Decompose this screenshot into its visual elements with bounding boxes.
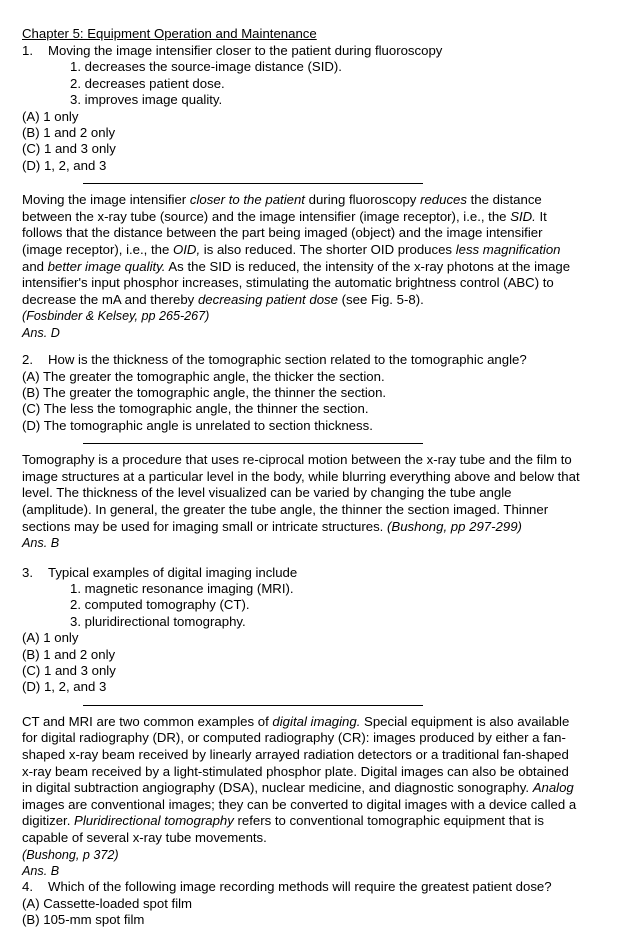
- section-divider: [22, 434, 582, 452]
- choice-option[interactable]: (C) The less the tomographic angle, the thinner the section.: [22, 401, 369, 417]
- choice-option[interactable]: (B) 105-mm spot film: [22, 912, 145, 928]
- choice-option[interactable]: (D) 1, 2, and 3: [22, 157, 107, 173]
- choice-option[interactable]: (D) The tomographic angle is unrelated to section thickness.: [22, 417, 373, 433]
- question-block-2: [22, 352, 582, 551]
- sub-item: 1. magnetic resonance imaging (MRI).: [70, 581, 294, 597]
- explanation-text-2: Tomography is a procedure that uses re-ciprocal motion between the x-ray tube and the film to image structures at a particular level in the body, while blurring everything above and below that level. The thickness of the level visualized can be varied by changing the tube angle (amplitude). In general, the greater the tube angle, the thinner the section imaged. Thinner sections may be used for imaging small or intricate structures. (Bushong, pp 297-299): [22, 452, 580, 534]
- question-number-3: 3.: [22, 564, 33, 580]
- choice-option[interactable]: (A) 1 only: [22, 630, 79, 646]
- choice-option[interactable]: (C) 1 and 3 only: [22, 663, 116, 679]
- choice-option[interactable]: (A) Cassette-loaded spot film: [22, 895, 193, 911]
- answer-1: Ans. D: [22, 325, 60, 340]
- sub-item: 3. improves image quality.: [70, 92, 223, 108]
- question-block-1: [22, 43, 582, 341]
- choice-option[interactable]: (D) 1, 2, and 3: [22, 679, 107, 695]
- sub-item: 1. decreases the source-image distance (SID).: [70, 59, 342, 75]
- question-number-2: 2.: [22, 352, 33, 368]
- question-stem-2: [22, 352, 582, 368]
- question-text-3: Typical examples of digital imaging include: [48, 564, 298, 580]
- question-text-2: How is the thickness of the tomographic section related to the tomographic angle?: [48, 352, 527, 368]
- choice-option[interactable]: (C) 1 and 3 only: [22, 141, 116, 157]
- question-block-3: [22, 565, 582, 880]
- choice-option[interactable]: (B) The greater the tomographic angle, the thinner the section.: [22, 385, 387, 401]
- explanation-text-3: CT and MRI are two common examples of digital imaging. Special equipment is also available for digital radiography (DR), or computed radiography (CR): images produced by either a fan-shaped x-ray beam received by linearly arrayed radiation detectors or a traditional fan-shaped x-ray beam received by a light-stimulated phosphor plate. Digital images can also be obtained in digital subtraction angiography (DSA), nuclear medicine, and diagnostic sonography. Analog images are conventional images; they can be converted to digital images with a device called a digitizer. Pluridirectional tomography refers to conventional tomographic equipment that is capable of several x-ray tube movements.: [22, 713, 577, 846]
- question-stem-3: [22, 565, 582, 581]
- question-number-1: 1.: [22, 43, 33, 58]
- question-text-1: Moving the image intensifier closer to the patient during fluoroscopy: [48, 43, 443, 58]
- choice-option[interactable]: (B) 1 and 2 only: [22, 646, 116, 662]
- answer-3: Ans. B: [22, 864, 60, 879]
- answer-2: Ans. B: [22, 536, 60, 551]
- chapter-title: Chapter 5: Equipment Operation and Maintenance: [22, 26, 317, 41]
- section-divider: [22, 174, 582, 192]
- citation-1: (Fosbinder & Kelsey, pp 265-267): [22, 309, 210, 324]
- explanation-text-1: Moving the image intensifier closer to the patient during fluoroscopy reduces the distance between the x-ray tube (source) and the image intensifier (image receptor), i.e., the SID. It follows that the distance between the part being imaged (object) and the image intensifier (image receptor), i.e., the OID, is also reduced. The shorter OID produces less magnification and better image quality. As the SID is reduced, the intensity of the x-ray photons at the image intensifier's input phosphor increases, stimulating the automatic brightness control (ABC) to decrease the mA and thereby decreasing patient dose (see Fig. 5-8).: [22, 192, 571, 307]
- sub-item: 2. decreases patient dose.: [70, 75, 225, 91]
- question-number-4: 4.: [22, 879, 33, 895]
- citation-3: (Bushong, p 372): [22, 847, 119, 862]
- section-divider: [22, 696, 582, 714]
- sub-item: 2. computed tomography (CT).: [70, 597, 250, 613]
- question-stem-1: [22, 43, 582, 59]
- question-block-4: [22, 879, 582, 928]
- sub-item: 3. pluridirectional tomography.: [70, 613, 246, 629]
- choice-option[interactable]: (A) The greater the tomographic angle, the thicker the section.: [22, 368, 385, 384]
- choice-option[interactable]: (B) 1 and 2 only: [22, 125, 116, 141]
- question-text-4: Which of the following image recording methods will require the greatest patient dose?: [48, 879, 552, 895]
- choice-option[interactable]: (A) 1 only: [22, 108, 79, 124]
- question-stem-4: [22, 879, 582, 895]
